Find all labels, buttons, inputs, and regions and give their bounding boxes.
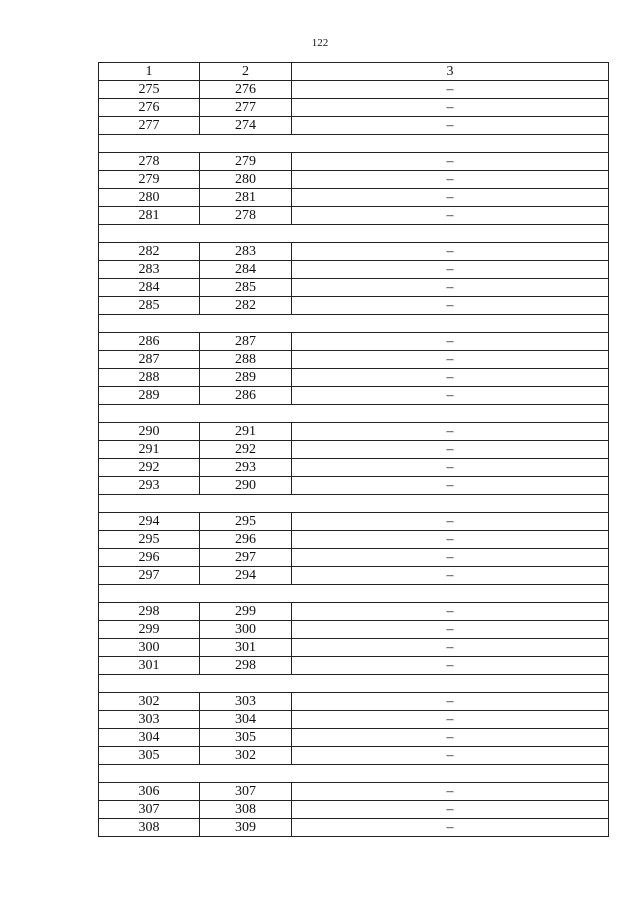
table-cell-col3: – [292, 189, 609, 207]
table-cell-col2: 309 [200, 819, 292, 837]
group-separator-cell [99, 675, 609, 693]
table-row [99, 729, 609, 747]
table-cell-col2: 304 [200, 711, 292, 729]
table-cell-col3: – [292, 297, 609, 315]
table-row [99, 153, 609, 171]
table-cell-col3: – [292, 621, 609, 639]
table-cell-col3: – [292, 441, 609, 459]
table-row [99, 243, 609, 261]
table-cell-col2: 284 [200, 261, 292, 279]
table-cell-col1: 285 [99, 297, 200, 315]
table-row [99, 549, 609, 567]
table-row [99, 531, 609, 549]
table-row [99, 117, 609, 135]
table-cell-col3: – [292, 99, 609, 117]
table-row [99, 99, 609, 117]
table-row [99, 513, 609, 531]
table-cell-col2: 290 [200, 477, 292, 495]
table-cell-col1: 306 [99, 783, 200, 801]
table-cell-col1: 278 [99, 153, 200, 171]
table-cell-col2: 294 [200, 567, 292, 585]
table-cell-col2: 285 [200, 279, 292, 297]
table-cell-col3: – [292, 423, 609, 441]
table-cell-col3: – [292, 117, 609, 135]
table-cell-col2: 279 [200, 153, 292, 171]
table-cell-col1: 308 [99, 819, 200, 837]
table-cell-col1: 305 [99, 747, 200, 765]
group-separator-row [99, 315, 609, 333]
table-cell-col1: 304 [99, 729, 200, 747]
table-row [99, 333, 609, 351]
table-cell-col3: – [292, 387, 609, 405]
table-cell-col3: – [292, 279, 609, 297]
table-cell-col2: 276 [200, 81, 292, 99]
table-cell-col2: 278 [200, 207, 292, 225]
table-cell-col2: 289 [200, 369, 292, 387]
column-header-1: 1 [99, 63, 200, 81]
table-cell-col2: 300 [200, 621, 292, 639]
table-row [99, 819, 609, 837]
page-number: 122 [311, 37, 329, 49]
table-cell-col1: 279 [99, 171, 200, 189]
table-cell-col1: 291 [99, 441, 200, 459]
table-body [99, 81, 609, 837]
table-cell-col2: 293 [200, 459, 292, 477]
table-cell-col2: 295 [200, 513, 292, 531]
table-row [99, 801, 609, 819]
table-cell-col3: – [292, 513, 609, 531]
table-cell-col2: 283 [200, 243, 292, 261]
table-cell-col1: 298 [99, 603, 200, 621]
table-cell-col1: 288 [99, 369, 200, 387]
table-cell-col1: 301 [99, 657, 200, 675]
table-row [99, 207, 609, 225]
table-cell-col1: 303 [99, 711, 200, 729]
table-cell-col3: – [292, 801, 609, 819]
table-cell-col2: 297 [200, 549, 292, 567]
table-row [99, 747, 609, 765]
group-separator-cell [99, 225, 609, 243]
table-cell-col2: 287 [200, 333, 292, 351]
table-cell-col1: 300 [99, 639, 200, 657]
table-cell-col3: – [292, 657, 609, 675]
table-row [99, 567, 609, 585]
table-row [99, 423, 609, 441]
group-separator-row [99, 135, 609, 153]
table-row [99, 297, 609, 315]
table-cell-col1: 290 [99, 423, 200, 441]
table-cell-col1: 292 [99, 459, 200, 477]
table-row [99, 261, 609, 279]
table-cell-col1: 280 [99, 189, 200, 207]
table-row [99, 351, 609, 369]
table-cell-col2: 307 [200, 783, 292, 801]
column-header-3: 3 [292, 63, 609, 81]
group-separator-row [99, 675, 609, 693]
table-row [99, 279, 609, 297]
group-separator-cell [99, 315, 609, 333]
table-cell-col3: – [292, 639, 609, 657]
group-separator-cell [99, 765, 609, 783]
group-separator-cell [99, 405, 609, 423]
table-row [99, 639, 609, 657]
table-cell-col3: – [292, 261, 609, 279]
table-cell-col3: – [292, 747, 609, 765]
table-cell-col2: 281 [200, 189, 292, 207]
table-cell-col3: – [292, 603, 609, 621]
group-separator-cell [99, 135, 609, 153]
table-cell-col3: – [292, 549, 609, 567]
table-cell-col1: 282 [99, 243, 200, 261]
table-cell-col3: – [292, 351, 609, 369]
table-cell-col3: – [292, 243, 609, 261]
data-table [98, 62, 609, 837]
table-cell-col2: 277 [200, 99, 292, 117]
table-cell-col2: 298 [200, 657, 292, 675]
group-separator-row [99, 585, 609, 603]
table-cell-col1: 294 [99, 513, 200, 531]
table-cell-col3: – [292, 567, 609, 585]
table-row [99, 369, 609, 387]
group-separator-cell [99, 495, 609, 513]
table-cell-col2: 274 [200, 117, 292, 135]
table-row [99, 603, 609, 621]
table-cell-col1: 276 [99, 99, 200, 117]
table-cell-col2: 288 [200, 351, 292, 369]
table-row [99, 441, 609, 459]
table-row [99, 171, 609, 189]
table-cell-col2: 302 [200, 747, 292, 765]
table-cell-col3: – [292, 369, 609, 387]
table-cell-col1: 302 [99, 693, 200, 711]
table-cell-col2: 301 [200, 639, 292, 657]
table-cell-col2: 296 [200, 531, 292, 549]
table-cell-col1: 289 [99, 387, 200, 405]
table-row [99, 693, 609, 711]
table-cell-col2: 280 [200, 171, 292, 189]
table-cell-col1: 284 [99, 279, 200, 297]
table-cell-col3: – [292, 531, 609, 549]
table-cell-col3: – [292, 207, 609, 225]
table-cell-col1: 275 [99, 81, 200, 99]
table-row [99, 621, 609, 639]
table-cell-col3: – [292, 693, 609, 711]
table-cell-col1: 277 [99, 117, 200, 135]
group-separator-row [99, 225, 609, 243]
table-cell-col1: 307 [99, 801, 200, 819]
table-cell-col3: – [292, 171, 609, 189]
group-separator-row [99, 405, 609, 423]
table-cell-col2: 303 [200, 693, 292, 711]
table-row [99, 459, 609, 477]
group-separator-row [99, 495, 609, 513]
table-cell-col1: 295 [99, 531, 200, 549]
table-cell-col3: – [292, 81, 609, 99]
table-cell-col1: 297 [99, 567, 200, 585]
table-cell-col1: 287 [99, 351, 200, 369]
table-cell-col2: 308 [200, 801, 292, 819]
table-row [99, 81, 609, 99]
table-cell-col3: – [292, 459, 609, 477]
table-cell-col2: 305 [200, 729, 292, 747]
group-separator-row [99, 765, 609, 783]
table-row [99, 783, 609, 801]
table-cell-col3: – [292, 783, 609, 801]
table-cell-col3: – [292, 333, 609, 351]
table-row [99, 477, 609, 495]
table-row [99, 189, 609, 207]
table-cell-col2: 299 [200, 603, 292, 621]
table-cell-col2: 282 [200, 297, 292, 315]
table-row [99, 711, 609, 729]
table-cell-col3: – [292, 477, 609, 495]
table-row [99, 387, 609, 405]
table-cell-col2: 286 [200, 387, 292, 405]
header-row [99, 63, 609, 81]
table-header [99, 63, 609, 81]
table-row [99, 657, 609, 675]
table-cell-col1: 281 [99, 207, 200, 225]
table-cell-col3: – [292, 729, 609, 747]
table-cell-col1: 296 [99, 549, 200, 567]
table-cell-col3: – [292, 153, 609, 171]
group-separator-cell [99, 585, 609, 603]
table-cell-col3: – [292, 711, 609, 729]
table-cell-col3: – [292, 819, 609, 837]
table-cell-col1: 283 [99, 261, 200, 279]
table-cell-col2: 291 [200, 423, 292, 441]
table-cell-col1: 299 [99, 621, 200, 639]
table-cell-col2: 292 [200, 441, 292, 459]
column-header-2: 2 [200, 63, 292, 81]
table-cell-col1: 286 [99, 333, 200, 351]
table-cell-col1: 293 [99, 477, 200, 495]
